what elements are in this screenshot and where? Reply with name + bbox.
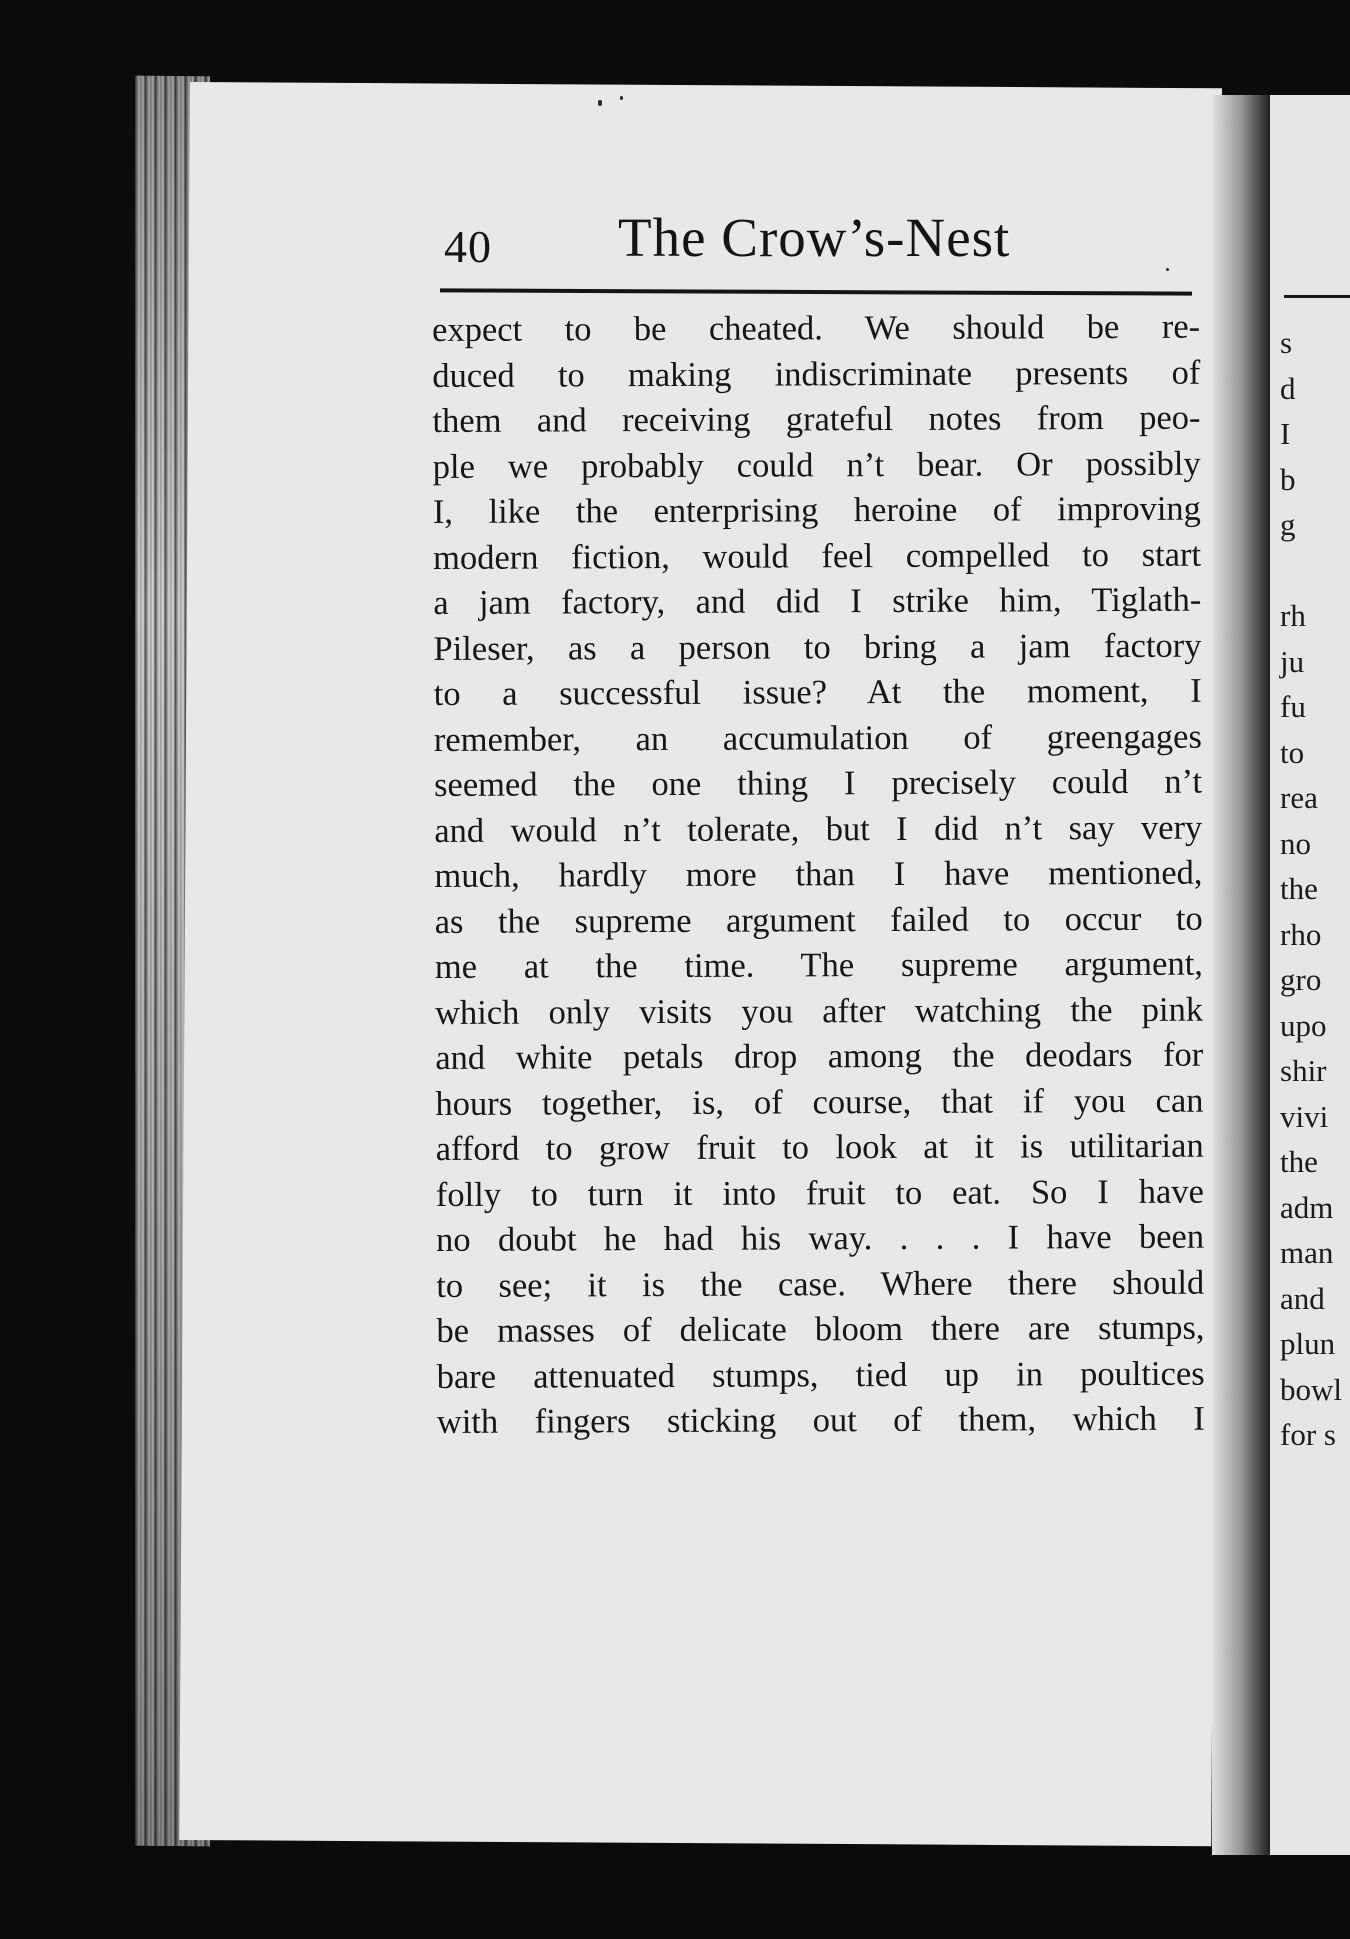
text-line: folly to turn it into fruit to eat. So I have (435, 1172, 1204, 1214)
text-line: with fingers sticking out of them, which I (436, 1399, 1205, 1441)
dust-speck (1166, 268, 1169, 271)
text-line: me at the time. The supreme argument, (434, 944, 1203, 986)
text-line: expect to be cheated. We should be re- (432, 307, 1201, 349)
facing-line: bowl (1280, 1371, 1342, 1407)
facing-line: rh (1280, 598, 1306, 633)
facing-line: no (1280, 825, 1311, 861)
text-line: to see; it is the case. Where there should (436, 1263, 1205, 1305)
facing-line: adm (1280, 1189, 1334, 1225)
text-line: remember, an accumulation of greengages (433, 717, 1202, 759)
facing-line: d (1280, 370, 1296, 406)
facing-head-rule (1284, 295, 1350, 298)
book-title: The Crow’s-Nest (618, 207, 1011, 268)
facing-line: b (1280, 461, 1296, 497)
body-text (432, 305, 1205, 1446)
text-line: bare attenuated stumps, tied up in poultices (436, 1354, 1205, 1396)
dust-speck (620, 96, 623, 100)
text-line: modern fiction, would feel compelled to start (433, 535, 1202, 577)
facing-line: upo (1280, 1007, 1327, 1043)
facing-line: the (1280, 1144, 1318, 1179)
facing-line: s (1280, 325, 1293, 360)
facing-line: vivi (1280, 1098, 1329, 1134)
facing-line: plun (1280, 1326, 1336, 1361)
facing-line: the (1280, 871, 1318, 906)
text-line: no doubt he had his way. . . . I have been (435, 1217, 1205, 1259)
text-line: Pileser, as a person to bring a jam factory (433, 626, 1202, 668)
running-head (440, 206, 1200, 276)
text-line: much, hardly more than I have mentioned, (434, 853, 1203, 895)
text-line: be masses of delicate bloom there are stumps, (436, 1308, 1205, 1350)
text-line: I, like the enterprising heroine of improving (432, 489, 1201, 531)
facing-line: fu (1280, 689, 1306, 724)
text-line: to a successful issue? At the moment, I (433, 671, 1202, 713)
text-line: hours together, is, of course, that if you can (435, 1081, 1204, 1123)
text-line: which only visits you after watching the pink (434, 990, 1204, 1032)
text-line: ple we probably could n’t bear. Or possibly (432, 444, 1201, 486)
facing-line: to (1280, 734, 1305, 770)
facing-line: gro (1280, 962, 1322, 997)
text-line: and would n’t tolerate, but I did n’t say very (434, 808, 1203, 850)
facing-line: rea (1280, 780, 1318, 815)
facing-line: man (1280, 1235, 1334, 1270)
facing-line: rho (1280, 916, 1322, 952)
facing-line: g (1280, 507, 1296, 542)
text-line: seemed the one thing I precisely could n’t (433, 762, 1203, 804)
facing-line: shir (1280, 1053, 1327, 1088)
text-line: duced to making indiscriminate presents of (432, 353, 1201, 395)
facing-line: and (1280, 1280, 1325, 1316)
text-line: as the supreme argument failed to occur to (434, 899, 1203, 941)
facing-page-text (1280, 320, 1342, 1458)
text-line: them and receiving grateful notes from peo- (432, 398, 1201, 440)
facing-page (1270, 95, 1350, 1855)
text-line: afford to grow fruit to look at it is utilitarian (435, 1126, 1204, 1168)
facing-line: I (1280, 416, 1291, 451)
text-line: and white petals drop among the deodars for (435, 1035, 1204, 1077)
facing-line: ju (1280, 643, 1305, 679)
facing-line: for s (1280, 1417, 1336, 1452)
page-number: 40 (444, 221, 492, 272)
text-line: a jam factory, and did I strike him, Tiglath- (433, 580, 1202, 622)
dust-speck (598, 100, 602, 106)
